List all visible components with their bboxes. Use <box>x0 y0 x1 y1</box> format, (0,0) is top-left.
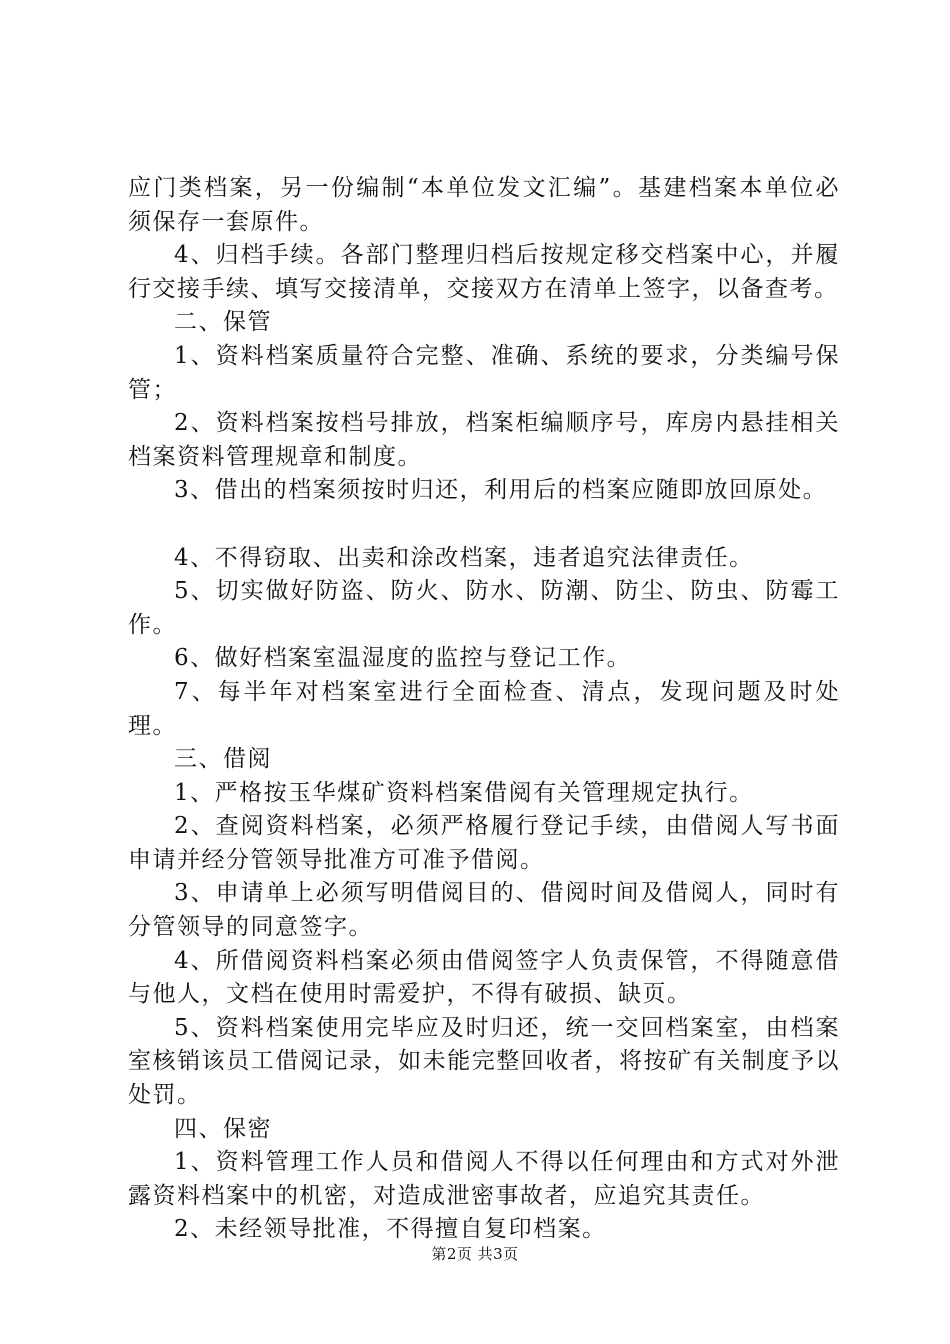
paragraph-borrowing-4: 4、所借阅资料档案必须由借阅签字人负责保管，不得随意借与他人，文档在使用时需爱护，不得有破损、缺页。 <box>128 947 840 1008</box>
section-heading-borrowing: 三、借阅 <box>174 746 272 773</box>
paragraph-confidentiality-2: 2、未经领导批准，不得擅自复印档案。 <box>174 1216 607 1243</box>
page-footer <box>0 1244 950 1264</box>
paragraph-custody-3: 3、借出的档案须按时归还，利用后的档案应随即放回原处。 <box>174 477 828 504</box>
paragraph-custody-2: 2、资料档案按档号排放，档案柜编顺序号，库房内悬挂相关档案资料管理规章和制度。 <box>128 410 840 470</box>
document-body <box>128 172 840 1247</box>
paragraph-archiving-procedure: 4、归档手续。各部门整理归档后按规定移交档案中心，并履行交接手续、填写交接清单，交接双方在清单上签字，以备查考。 <box>128 242 840 302</box>
paragraph-borrowing-1: 1、严格按玉华煤矿资料档案借阅有关管理规定执行。 <box>174 779 754 806</box>
paragraph-custody-1: 1、资料档案质量符合完整、准确、系统的要求，分类编号保管； <box>128 342 840 403</box>
paragraph-custody-7: 7、每半年对档案室进行全面检查、清点，发现问题及时处理。 <box>128 678 840 739</box>
paragraph-custody-5: 5、切实做好防盗、防火、防水、防潮、防尘、防虫、防霉工作。 <box>128 578 840 638</box>
paragraph-borrowing-3: 3、申请单上必须写明借阅目的、借阅时间及借阅人，同时有分管领导的同意签字。 <box>128 880 840 941</box>
section-heading-custody: 二、保管 <box>174 309 272 336</box>
paragraph-borrowing-2: 2、查阅资料档案，必须严格履行登记手续，由借阅人写书面申请并经分管领导批准方可准予借阅。 <box>128 813 840 873</box>
paragraph-confidentiality-1: 1、资料管理工作人员和借阅人不得以任何理由和方式对外泄露资料档案中的机密，对造成泄密事故者，应追究其责任。 <box>128 1149 840 1209</box>
page-number-label: 第2页 共3页 <box>431 1245 519 1263</box>
paragraph-gap <box>128 508 840 542</box>
paragraph-borrowing-5: 5、资料档案使用完毕应及时归还，统一交回档案室，由档案室核销该员工借阅记录，如未能完整回收者，将按矿有关制度予以处罚。 <box>128 1014 840 1109</box>
section-heading-confidentiality: 四、保密 <box>174 1115 272 1142</box>
paragraph-custody-4: 4、不得窃取、出卖和涂改档案，违者追究法律责任。 <box>174 544 754 571</box>
paragraph-custody-6: 6、做好档案室温湿度的监控与登记工作。 <box>174 645 632 672</box>
paragraph-continuation: 应门类档案，另一份编制“本单位发文汇编”。基建档案本单位必须保存一套原件。 <box>128 175 840 235</box>
